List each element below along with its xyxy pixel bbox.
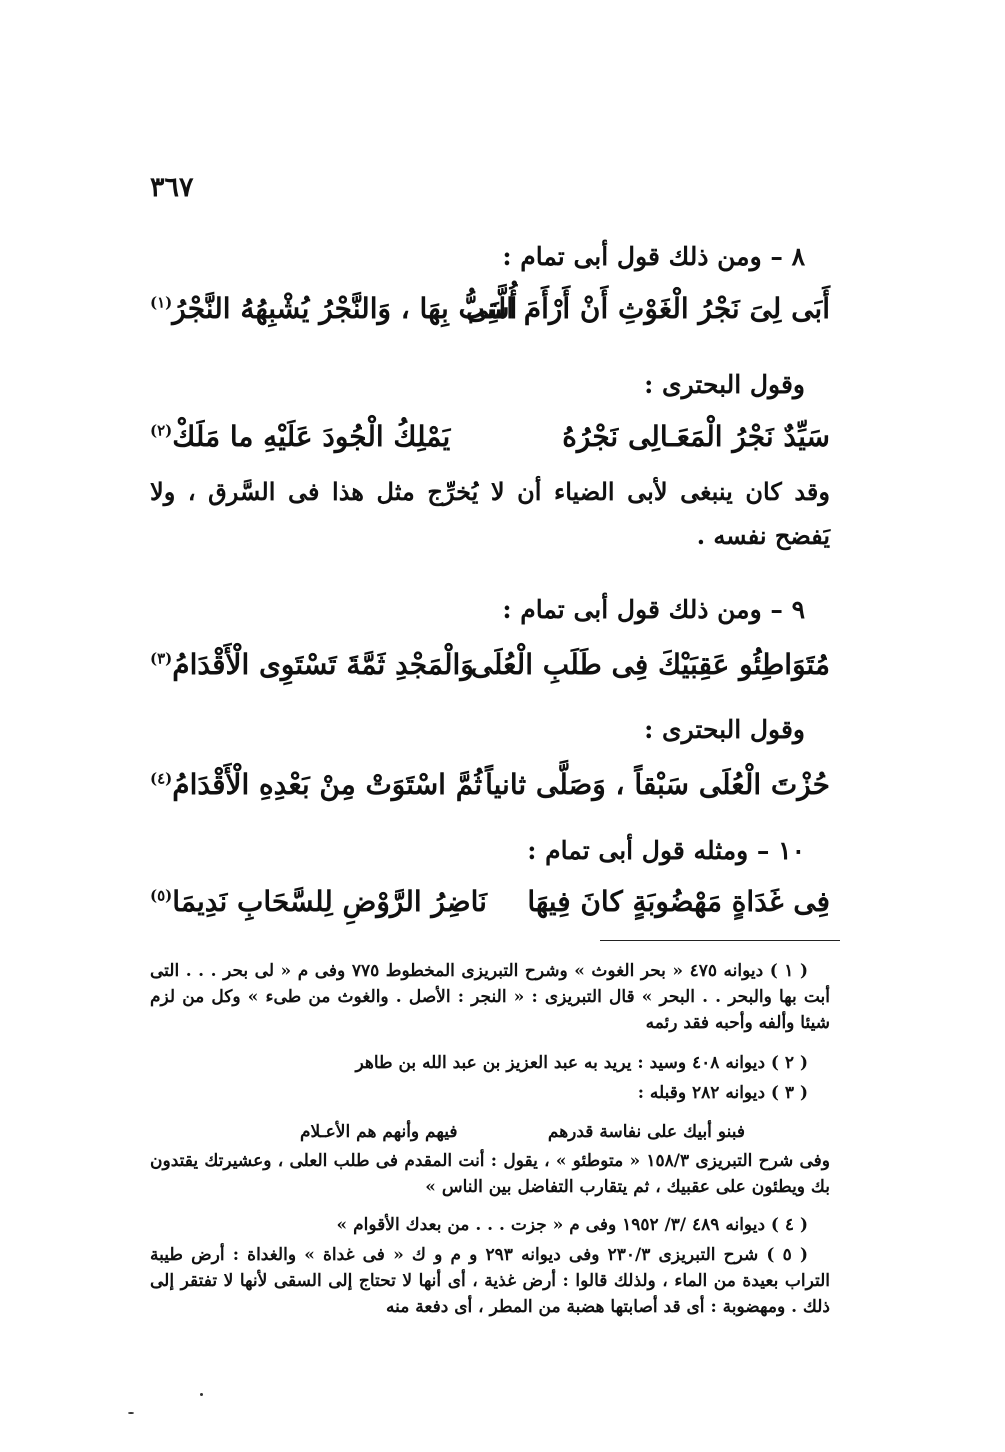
footnote-ref-5: (٥) (150, 886, 173, 905)
verse-second-text: نَاضِرُ الرَّوْضِ لِلسَّحَابِ نَدِيمَا (172, 885, 487, 918)
verse-second-hemistich (150, 420, 450, 453)
verse-first-hemistich: فِى غَدَاةٍ مَهْضُوبَةٍ كانَ فِيهَا (527, 885, 830, 918)
section-8-comment: وقد كان ينبغى لأبى الضياء أن لا يُخرِّج مثل هذا فى السَّرق ، ولا يَفضح نفسه . (150, 477, 830, 550)
verse-second-hemistich (150, 768, 482, 801)
verse-second-text: أُسَبُّ بِهَا ، وَالنَّجْرُ يُشْبِهُهُ النَّجْرُ (172, 292, 518, 325)
footnote-ref-1: (١) (150, 293, 173, 312)
page-number: ٣٦٧ (150, 172, 194, 203)
section-8-reply-heading: وقول البحترى : (644, 370, 805, 399)
footnote-3: ( ٣ ) ديوانه ٢٨٢ وقبله : (637, 1083, 808, 1103)
footnote-divider (600, 940, 840, 941)
verse-first-hemistich: أَبَى لِىَ نَجْرُ الْغَوْثِ أَنْ أَرْأَمَ الَّتِى (465, 292, 830, 325)
section-10-heading: ١٠ – ومثله قول أبى تمام : (527, 836, 805, 865)
footnote-ref-4: (٤) (150, 769, 173, 788)
scan-speck (200, 1393, 203, 1396)
footnote-5: ( ٥ ) شرح التبريزى ٢٣٠/٣ وفى ديوانه ٢٩٣ و م و ك « فى غداة » والغداة : أرض طيبة التراب بعيدة من الماء ، ولذلك قالوا : أرض غذية ، أى أنها لا تحتاج إلى السقى لأنها لا تفتقر إلى ذلك . ومهضوبة : أى قد أصابتها هضبة من المطر ، أى دفعة منه (150, 1245, 830, 1317)
section-8-verse (150, 292, 830, 344)
verse-second-text: يَمْلِكُ الْجُودَ عَلَيْهِ ما مَلَكْ (172, 420, 451, 453)
section-10-verse (150, 885, 830, 937)
footnote-ref-2: (٢) (150, 421, 173, 440)
section-8-heading: ٨ – ومن ذلك قول أبى تمام : (502, 242, 805, 271)
verse-second-hemistich (150, 648, 474, 681)
verse-second-hemistich (150, 292, 517, 325)
footnote-ref-3: (٣) (150, 649, 173, 668)
section-8-reply-verse (150, 420, 830, 472)
footnote-3-continuation: وفى شرح التبريزى ١٥٨/٣ « متوطئو » ، يقول : أنت المقدم فى طلب العلى ، وعشيرتك يقتدون بك ويطئون على عقبيك ، ثم يتقارب التفاضل بين الناس » (150, 1151, 830, 1197)
verse-first-hemistich: حُزْتَ الْعُلَى سَبْقاً ، وَصَلَّى ثانياً (485, 768, 830, 801)
verse-first-hemistich: مُتَوَاطِئُو عَقِبَيْكَ فِى طَلَبِ الْعُلَى (470, 648, 830, 681)
verse-second-text: وَالْمَجْدِ ثَمَّةَ تَسْتَوِى الْأَقْدَامُ (172, 648, 474, 681)
section-9-reply-heading: وقول البحترى : (644, 715, 805, 744)
section-9-reply-verse (150, 768, 830, 820)
verse-second-hemistich (150, 885, 487, 918)
footnote-1: ( ١ ) ديوانه ٤٧٥ « بحر الغوث » وشرح التبريزى المخطوط ٧٧٥ وفى م « لى بحر . . . التى أبت بها والبحر . . البحر » قال التبريزى : « النجر : الأصل . والغوث من طىء » وكل من لزم شيئا وألفه وأحبه فقد رئمه (150, 961, 830, 1033)
scan-speck (128, 1412, 134, 1414)
footnote-4: ( ٤ ) ديوانه ٤٨٩ /٣/ ١٩٥٢ وفى م « جزت . . . من بعدك الأقوام » (336, 1215, 808, 1235)
footnote-verse-second: فيهم وأنهم هم الأعـلام (300, 1122, 458, 1142)
section-9-verse (150, 648, 830, 700)
verse-second-text: ثُمَّ اسْتَوَتْ مِنْ بَعْدِهِ الْأَقْدَامُ (172, 768, 483, 801)
footnote-2: ( ٢ ) ديوانه ٤٠٨ وسيد : يريد به عبد العزيز بن عبد الله بن طاهر (355, 1053, 808, 1073)
footnote-verse-first: فبنو أبيك على نفاسة قدرهم (547, 1122, 745, 1142)
section-9-heading: ٩ – ومن ذلك قول أبى تمام : (502, 595, 805, 624)
verse-first-hemistich: سَيِّدٌ نَجْرُ الْمَعَـالِى نَجْرُهُ (562, 420, 830, 453)
